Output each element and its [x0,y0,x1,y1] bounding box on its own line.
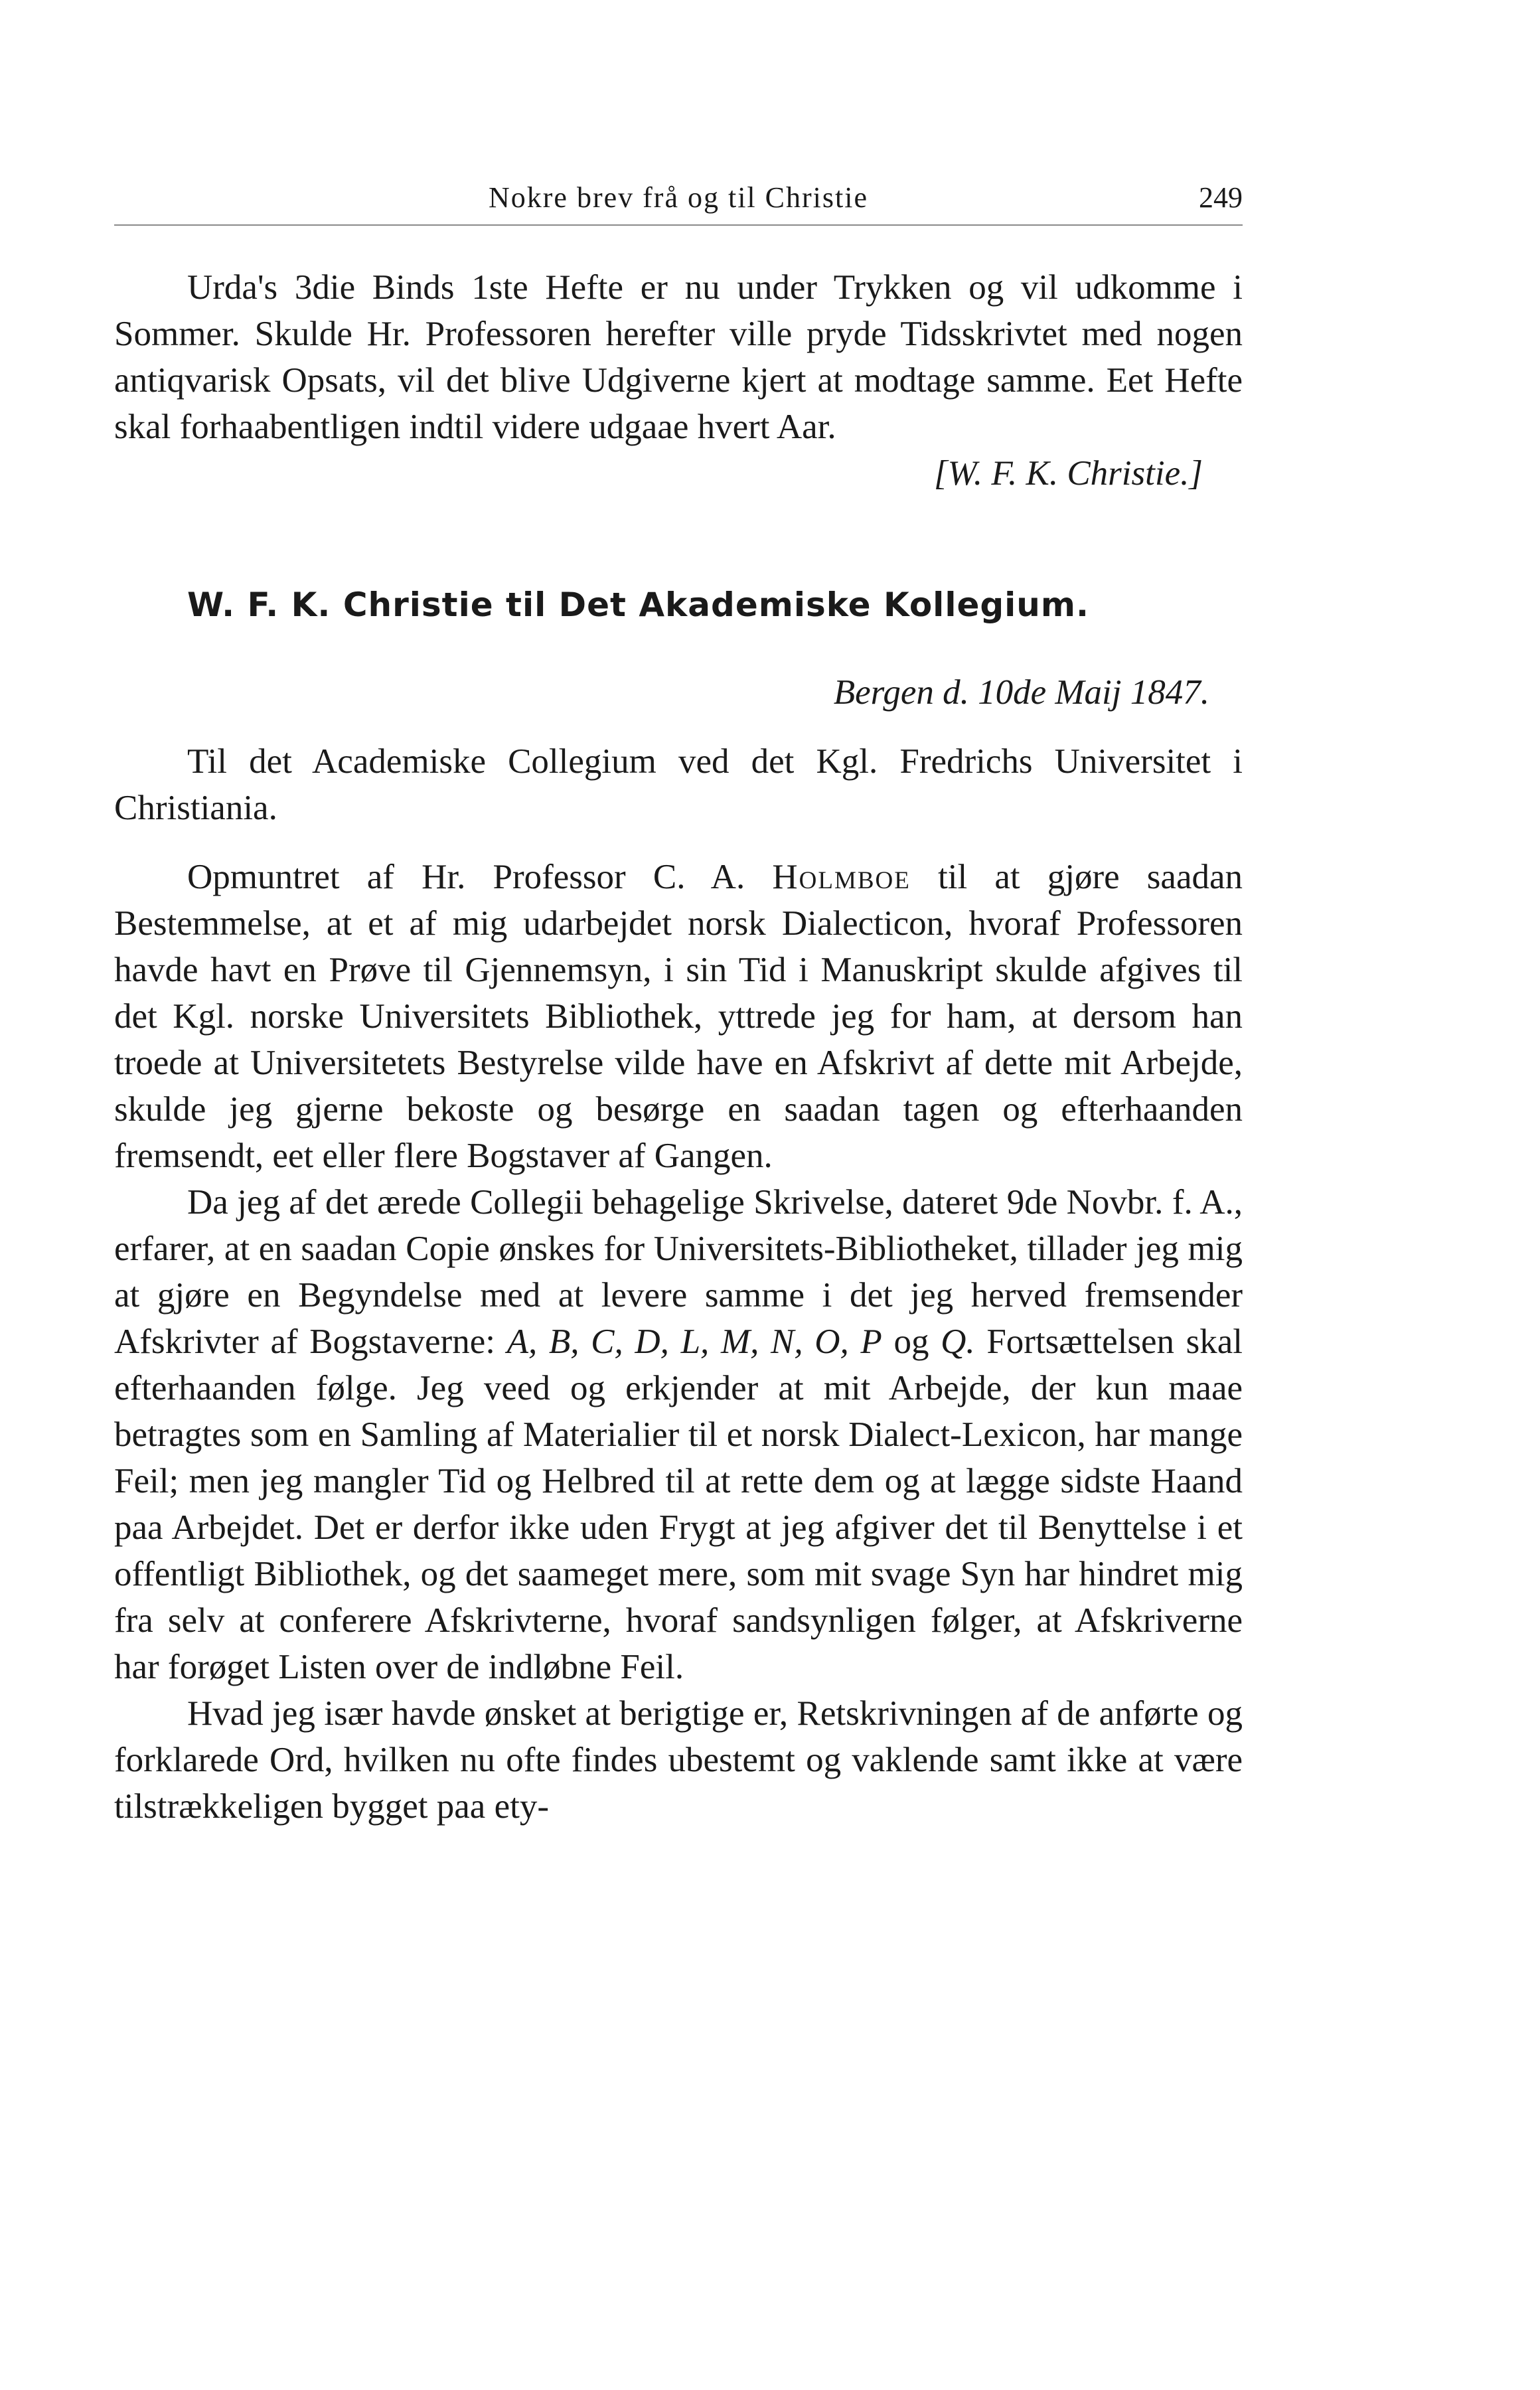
closing-signature: [W. F. K. Christie.] [934,454,1203,493]
page-number: 249 [1199,181,1243,214]
running-title: Nokre brev frå og til Christie [489,181,868,214]
p2-text-after: Fortsættelsen skal efterhaanden følge. Jeg veed og erkjender at mit Arbejde, der kun maae betragtes som en Samling af Materialier til et norsk Dialect-Lexicon, har mange Feil; men jeg mangler Tid og Helbred til at rette dem og at lægge sidste Haand paa Arbejdet. Det er derfor ikke uden Frygt at jeg afgiver det til Benyttelse i et offentligt Bibliothek, og det saameget mere, som mit svage Syn har hindret mig fra selv at conferere Afskrivterne, hvoraf sandsynligen følger, at Afskriverne har forøget Listen over de indløbne Feil. [114,1322,1243,1686]
p1-name-holmboe: Holmboe [772,858,911,896]
p2-text-before: Da jeg af det ærede Collegii behagelige Skrivelse, dateret 9de Novbr. f. A., erfarer, at en saadan Copie ønskes for Universitets-Bibliotheket, tillader jeg mig at gjøre en Begyndelse med at levere samme i det jeg herved fremsender Afskrivter af Bogstaverne: [114,1183,1243,1361]
page-header [114,178,1243,226]
closing-paragraph: Urda's 3die Binds 1ste Hefte er nu under Trykken og vil udkomme i Sommer. Skulde Hr. Professoren herefter ville pryde Tidsskrivtet med nogen antiqvarisk Opsats, vil det blive Udgiverne kjert at modtage samme. Eet Hefte skal forhaabentligen indtil videre udgaae hvert Aar. [114,268,1243,446]
p2-og: og [893,1322,929,1361]
letter-paragraph-2 [114,1179,1243,1690]
p2-letter-list: A, B, C, D, L, M, N, O, P [506,1322,882,1361]
paragraph-gap [114,831,1243,854]
letter-paragraph-3: Hvad jeg især havde ønsket at berigtige er, Retskrivningen af de anførte og forklarede Ord, hvilken nu ofte findes ubestemt og vaklende samt ikke at være tilstrækkeligen bygget paa ety- [114,1694,1243,1826]
letter-heading: W. F. K. Christie til Det Akademiske Kollegium. [187,586,1089,624]
p2-last-letter: Q. [941,1322,975,1361]
letter-address: Til det Academiske Collegium ved det Kgl. Fredrichs Universitet i Christiania. [114,742,1243,827]
p1-text-after: til at gjøre saadan Bestemmelse, at et af mig udarbejdet norsk Dialecticon, hvoraf Professoren havde havt en Prøve til Gjennemsyn, i sin Tid i Manuskript skulde afgives til det Kgl. norske Universitets Bibliothek, yttrede jeg for ham, at dersom han troede at Universitetets Bestyrelse vilde have en Afskrivt af dette mit Arbejde, skulde jeg gjerne bekoste og besørge en saadan tagen og efterhaanden fremsendt, eet eller flere Bogstaver af Gangen. [114,858,1243,1175]
body-text [114,264,1243,1830]
letter-paragraph-1 [114,854,1243,1179]
letter-dateline: Bergen d. 10de Maij 1847. [833,673,1209,712]
p1-text-before: Opmuntret af Hr. Professor C. A. [187,858,745,896]
